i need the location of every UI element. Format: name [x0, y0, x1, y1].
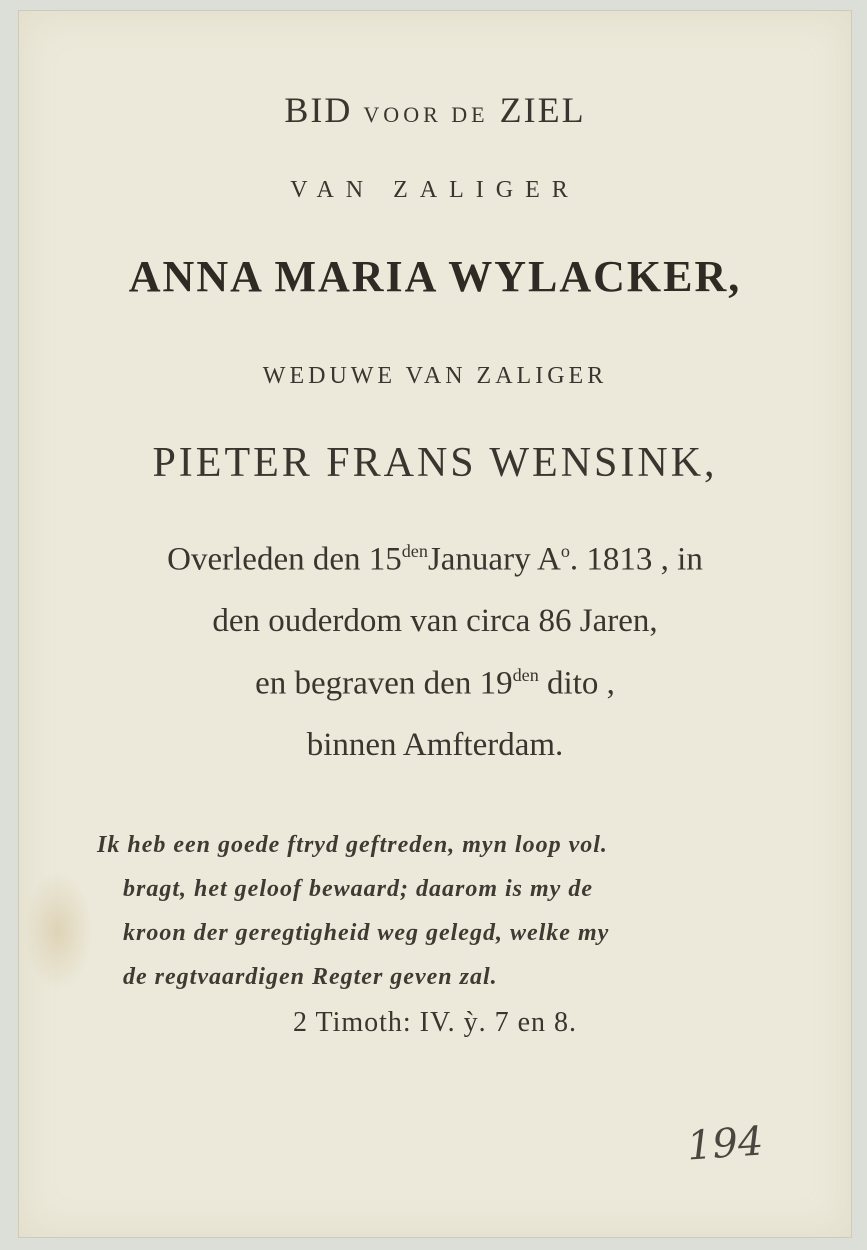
- bible-verse: [97, 823, 797, 999]
- burial-line: en begraven den $19^{den}$ dito ,: [255, 665, 615, 702]
- heading-pray-for-soul: BID VOOR DE ZIEL: [284, 90, 586, 130]
- verse-line: de regtvaardigen Regter geven zal.: [123, 964, 498, 990]
- bible-reference: 2 Timoth: IV. ỳ. 7 en 8.: [292, 1007, 578, 1038]
- deceased-name: ANNA MARIA WYLACKER,: [128, 252, 742, 301]
- widow-of-line: WEDUWE VAN ZALIGER: [262, 363, 608, 389]
- spouse-name: PIETER FRANS WENSINK,: [152, 440, 718, 486]
- verse-line: Ik heb een goede ftryd geftreden, myn loop vol.: [97, 832, 608, 858]
- handwritten-number: 194: [685, 1118, 765, 1170]
- paper-stain: [23, 871, 93, 991]
- verse-line: bragt, het geloof bewaard; daarom is my de: [123, 876, 593, 902]
- place-line: binnen Amfterdam.: [306, 727, 564, 763]
- verse-line: kroon der geregtigheid weg gelegd, welke my: [123, 920, 610, 946]
- death-date-line: Overleden den $15^{den}January$ $A^o$. 1813 , in: [167, 541, 703, 578]
- memorial-card: [18, 10, 852, 1238]
- age-line: den ouderdom van circa 86 Jaren,: [212, 603, 658, 639]
- heading-van-zaliger: VAN ZALIGER: [290, 177, 580, 203]
